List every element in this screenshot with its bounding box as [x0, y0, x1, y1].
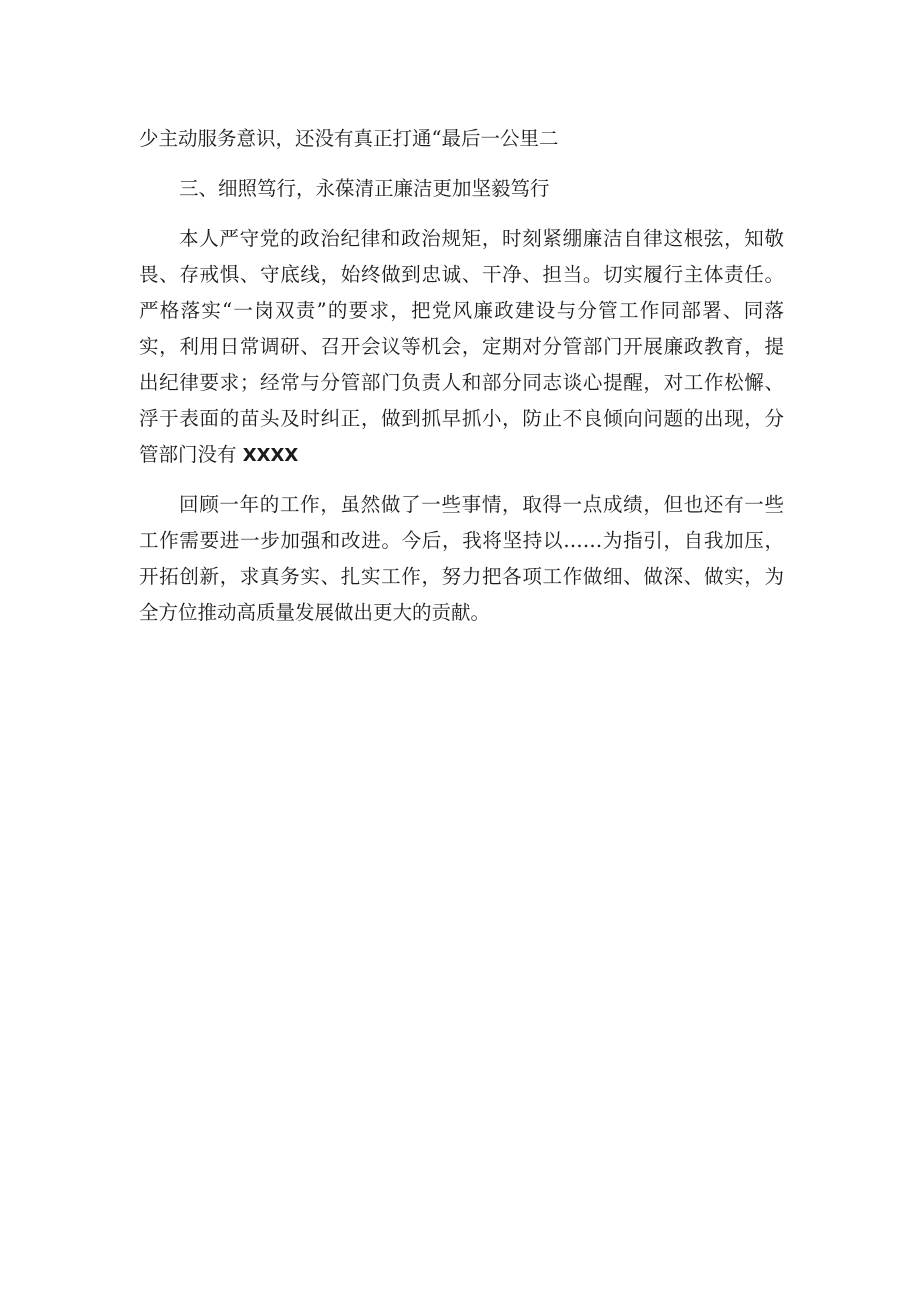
text-line: 全方位推动高质量发展做出更大的贡献。	[139, 601, 491, 624]
document-body	[139, 121, 784, 631]
placeholder-code: XXXX	[242, 445, 299, 466]
text-line: 浮于表面的苗头及时纠正，做到抓早抓小，防止不良倾向问题的出现，分	[139, 407, 784, 430]
text-line	[139, 437, 784, 473]
text-fragment: 管部门没有	[139, 443, 243, 466]
section-heading	[139, 171, 784, 207]
text-line: 少主动服务意识，还没有真正打通“最后一公里二	[139, 127, 559, 150]
text-line: 回顾一年的工作，虽然做了一些事情，取得一点成绩，但也还有一些	[179, 493, 784, 516]
paragraph-continuation	[139, 121, 784, 157]
section-heading-text: 三、细照笃行，永葆清正廉洁更加坚毅笃行	[179, 177, 550, 200]
paragraph-integrity	[139, 221, 784, 473]
paragraph-summary	[139, 487, 784, 631]
text-line: 本人严守党的政治纪律和政治规矩，时刻紧绷廉洁自律这根弦，知敬	[179, 227, 784, 250]
text-line: 严格落实“一岗双责”的要求，把党风廉政建设与分管工作同部署、同落	[139, 299, 784, 322]
text-line: 开拓创新，求真务实、扎实工作，努力把各项工作做细、做深、做实，为	[139, 565, 784, 588]
text-line: 畏、存戒惧、守底线，始终做到忠诚、干净、担当。切实履行主体责任。	[139, 263, 784, 286]
text-line: 实，利用日常调研、召开会议等机会，定期对分管部门开展廉政教育，提	[139, 335, 784, 358]
text-line: 出纪律要求；经常与分管部门负责人和部分同志谈心提醒，对工作松懈、	[139, 371, 784, 394]
text-line: 工作需要进一步加强和改进。今后，我将坚持以……为指引，自我加压，	[139, 529, 784, 552]
